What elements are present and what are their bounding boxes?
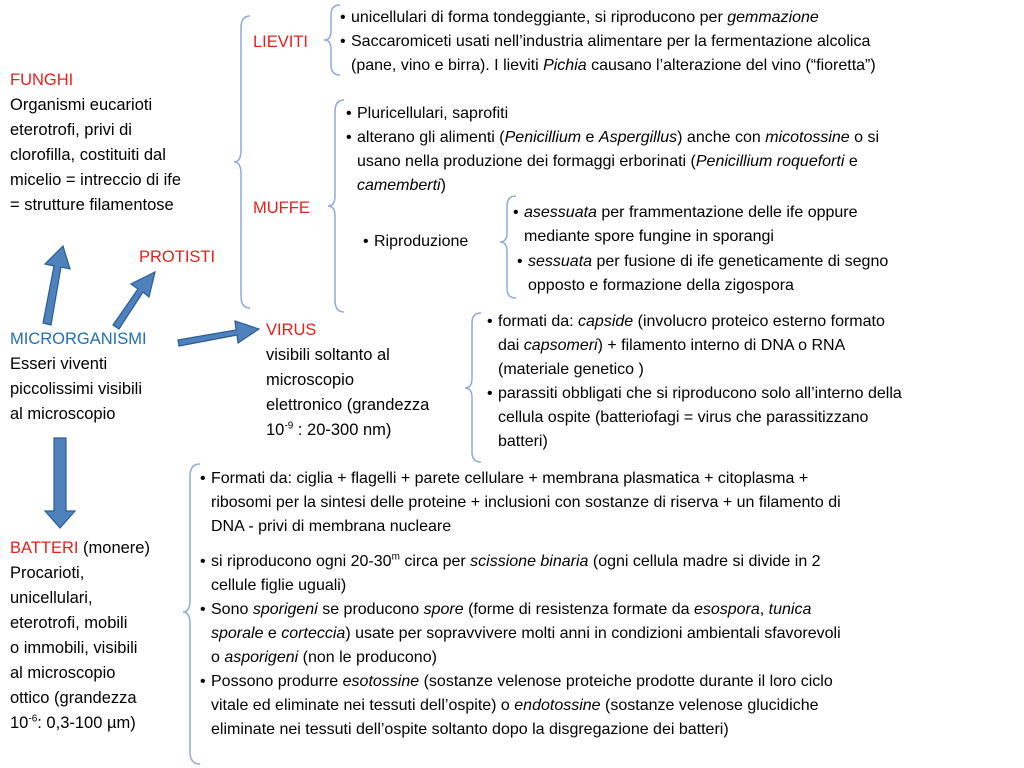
riproduzione-label <box>363 230 468 254</box>
virus-line: microscopio <box>266 371 355 389</box>
arrow-to-virus <box>178 321 259 346</box>
muffe-bullet-2: • alterano gli alimenti (Penicillium e Aspergillus) anche con micotossine o si usano nella produzione dei formaggi erborinati (Penicillium roqueforti e camemberti) <box>346 126 879 198</box>
batteri-heading: BATTERI (monere) <box>10 539 150 557</box>
batteri-title: BATTERI <box>10 539 79 557</box>
muffe-list <box>346 102 879 198</box>
riproduzione-list <box>513 201 858 249</box>
microrganismi-block <box>10 327 147 427</box>
bracket-batteri <box>183 464 200 764</box>
lieviti-bullet-1: • unicellulari di forma tondeggiante, si riproducono per gemmazione <box>340 6 876 30</box>
riproduzione-list-2 <box>517 250 888 298</box>
bracket-virus <box>465 313 481 462</box>
bracket-funghi <box>234 16 250 308</box>
riproduzione-asessuata: • asessuata per frammentazione delle ife oppure mediante spore fungine in sporangi <box>513 201 858 249</box>
virus-bullet-1: • formati da: capside (involucro proteico esterno formato dai capsomeri) + filamento interno di DNA o RNA (materiale genetico ) <box>487 310 902 382</box>
funghi-title: FUNGHI <box>10 71 74 89</box>
funghi-line: micelio = intreccio di ife <box>10 171 182 189</box>
arrow-to-funghi <box>43 246 70 325</box>
microrganismi-line: al microscopio <box>10 405 116 423</box>
microrganismi-line: piccolissimi visibili <box>10 380 143 398</box>
batteri-line: al microscopio <box>10 664 116 682</box>
funghi-line: = strutture filamentose <box>10 196 174 214</box>
batteri-line: o immobili, visibili <box>10 639 138 657</box>
funghi-line: eterotrofi, privi di <box>10 121 132 139</box>
lieviti-title: LIEVITI <box>253 33 309 51</box>
riproduzione-bullet: • Riproduzione <box>363 230 468 254</box>
protisti-title: PROTISTI <box>139 248 216 266</box>
muffe-bullet-1: • Pluricellulari, saprofiti <box>346 102 879 126</box>
microrganismi-line: Esseri viventi <box>10 355 108 373</box>
batteri-bullet-2: • si riproducono ogni 20-30$^m$ circa per scissione binaria (ogni cellula madre si divide in 2 cellule figlie uguali) <box>200 550 841 598</box>
virus-size: $10^{-9}$ : 20-300 nm) <box>266 420 392 439</box>
batteri-line: unicellulari, <box>10 589 93 607</box>
batteri-bullet-3: • Sono sporigeni se producono spore (forme di resistenza formate da esospora, tunica sporale e corteccia) usate per sopravvivere molti anni in condizioni ambientali sfavorevoli o asporigeni (non le producono) <box>200 598 841 670</box>
virus-block <box>266 318 429 443</box>
microrganismi-title: MICRORGANISMI <box>10 330 147 348</box>
riproduzione-sessuata: • sessuata per fusione di ife geneticamente di segno opposto e formazione della zigospora <box>517 250 888 298</box>
bracket-lieviti <box>324 5 340 75</box>
funghi-line: clorofilla, costituiti dal <box>10 146 166 164</box>
lieviti-list <box>340 6 876 78</box>
batteri-line: eterotrofi, mobili <box>10 614 128 632</box>
funghi-line: Organismi eucarioti <box>10 96 153 114</box>
virus-list <box>487 310 902 454</box>
arrow-to-protisti <box>113 272 155 329</box>
lieviti-bullet-2: • Saccaromiceti usati nell’industria alimentare per la fermentazione alcolica (pane, vino e birra). I lieviti Pichia causano l’alterazione del vino (“fioretta”) <box>340 30 876 78</box>
batteri-bullet-1: • Formati da: ciglia + flagelli + parete cellulare + membrana plasmatica + citoplasma + ribosomi per la sintesi delle proteine + inclusioni con sostanze di riserva + un filamento di DNA - privi di membrana nucleare <box>200 467 841 539</box>
muffe-title: MUFFE <box>253 199 310 217</box>
funghi-block <box>10 68 181 218</box>
arrow-to-batteri <box>45 438 75 528</box>
batteri-size: $10^{-6}$: 0,3-100 µm) <box>10 713 136 732</box>
bracket-muffe <box>328 100 344 312</box>
batteri-block <box>10 536 150 736</box>
batteri-list-2 <box>200 550 841 742</box>
batteri-line: Procarioti, <box>10 564 85 582</box>
virus-line: elettronico (grandezza <box>266 396 430 414</box>
virus-bullet-2: • parassiti obbligati che si riproducono solo all’interno della cellula ospite (batteriofagi = virus che parassitizzano batteri) <box>487 382 902 454</box>
batteri-bullet-4: • Possono produrre esotossine (sostanze velenose proteiche prodotte durante il loro ciclo vitale ed eliminate nei tessuti dell’ospite) o endotossine (sostanze velenose glucidiche eliminate nei tessuti dell’ospite soltanto dopo la disgregazione dei batteri) <box>200 670 841 742</box>
virus-line: visibili soltanto al <box>266 346 390 364</box>
batteri-list-1 <box>200 467 841 539</box>
virus-title: VIRUS <box>266 321 317 339</box>
batteri-line: ottico (grandezza <box>10 689 137 707</box>
